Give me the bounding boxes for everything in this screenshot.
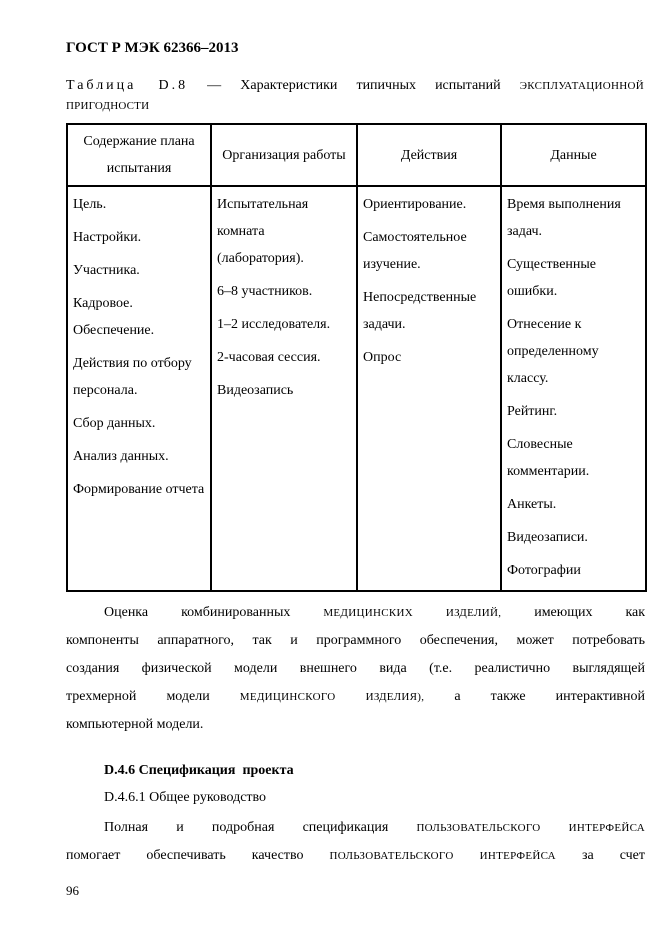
table-header-row	[67, 124, 646, 186]
paragraph-line	[66, 599, 645, 627]
caption-dash: —	[207, 78, 222, 93]
word: подробная	[211, 820, 275, 835]
list-item: Существенные ошибки.	[507, 257, 597, 299]
paragraph-line: создания физической модели внешнего вида (т.е. реалистично выглядящей	[66, 661, 645, 676]
word: интерактивной	[555, 689, 646, 704]
word-smallcaps: ИЗДЕЛИЙ,	[445, 607, 502, 619]
column-header-test-plan: Содержание плана испытания	[67, 124, 211, 186]
column-header-data: Данные	[501, 124, 646, 186]
list-item: Фотографии	[507, 563, 581, 578]
list-item: Опрос	[363, 350, 402, 365]
word-smallcaps: ИЗДЕЛИЯ),	[365, 691, 425, 703]
table-label: Таблица D.8	[66, 78, 189, 93]
word: качество	[251, 848, 304, 863]
list-item: Участника.	[73, 263, 140, 278]
paragraph-line: компоненты аппаратного, так и программного обеспечения, может потребовать	[66, 633, 645, 648]
list-item: 6–8 участников.	[217, 284, 313, 299]
subsection-heading: D.4.6.1 Общее руководство	[104, 790, 267, 805]
cell-actions	[357, 186, 501, 591]
list-item: Отнесение к определенному классу.	[507, 317, 599, 386]
page-number: 96	[66, 883, 79, 898]
word-smallcaps: МЕДИЦИНСКОГО	[239, 691, 336, 703]
list-item: Действия по отбору персонала.	[73, 356, 192, 398]
paragraph-ui-specification	[66, 814, 645, 870]
word: комбинированных	[181, 605, 291, 620]
list-item: Испытательная комната (лаборатория).	[217, 197, 309, 266]
word: и	[176, 820, 184, 835]
list-item: 2-часовая сессия.	[217, 350, 321, 365]
list-item: Рейтинг.	[507, 404, 558, 419]
word-smallcaps: ПОЛЬЗОВАТЕЛЬСКОГО	[329, 850, 454, 862]
paragraph-line: компьютерной модели.	[66, 717, 204, 732]
list-item: Время выполнения задач.	[507, 197, 621, 239]
word-smallcaps: ИНТЕРФЕЙСА	[479, 850, 556, 862]
paragraph-line	[66, 842, 645, 870]
word-smallcaps: ИНТЕРФЕЙСА	[568, 822, 645, 834]
cell-data	[501, 186, 646, 591]
list-item: Анкеты.	[507, 497, 557, 512]
list-item: Словесные комментарии.	[507, 437, 590, 479]
cell-test-plan	[67, 186, 211, 591]
word: также	[490, 689, 526, 704]
list-item: Цель.	[73, 197, 107, 212]
list-item: Видеозапись	[217, 383, 294, 398]
table-row	[67, 186, 646, 591]
table-caption	[66, 72, 644, 100]
caption-title: Характеристики типичных испытаний	[240, 78, 501, 93]
word: счет	[619, 848, 646, 863]
list-item: Кадровое. Обеспечение.	[73, 296, 155, 338]
word: обеспечивать	[146, 848, 226, 863]
column-header-organization: Организация работы	[211, 124, 357, 186]
list-item: 1–2 исследователя.	[217, 317, 331, 332]
table-caption-line2: ПРИГОДНОСТИ	[66, 100, 150, 112]
column-header-actions: Действия	[357, 124, 501, 186]
caption-title-smallcaps: ЭКСПЛУАТАЦИОННОЙ	[519, 80, 645, 92]
word: Полная	[104, 820, 149, 835]
paragraph-line	[66, 683, 645, 711]
cell-organization	[211, 186, 357, 591]
word: как	[625, 605, 646, 620]
list-item: Формирование отчета	[73, 482, 205, 497]
paragraph-combined-devices	[66, 599, 645, 739]
list-item: Анализ данных.	[73, 449, 169, 464]
document-code: ГОСТ Р МЭК 62366–2013	[66, 40, 239, 56]
list-item: Непосредственные задачи.	[363, 290, 477, 332]
list-item: Настройки.	[73, 230, 142, 245]
list-item: Ориентирование.	[363, 197, 467, 212]
word: модели	[166, 689, 210, 704]
word: спецификация	[302, 820, 389, 835]
word: трехмерной	[66, 689, 137, 704]
list-item: Видеозаписи.	[507, 530, 588, 545]
word: а	[454, 689, 461, 704]
word-smallcaps: ПОЛЬЗОВАТЕЛЬСКОГО	[416, 822, 541, 834]
list-item: Сбор данных.	[73, 416, 156, 431]
word: помогает	[66, 848, 121, 863]
paragraph-line	[66, 814, 645, 842]
usability-test-table	[66, 123, 647, 592]
word: имеющих	[534, 605, 593, 620]
section-heading: D.4.6 Спецификация проекта	[104, 763, 294, 778]
word-smallcaps: МЕДИЦИНСКИХ	[323, 607, 413, 619]
list-item: Самостоятельное изучение.	[363, 230, 467, 272]
word: за	[581, 848, 594, 863]
word: Оценка	[104, 605, 149, 620]
